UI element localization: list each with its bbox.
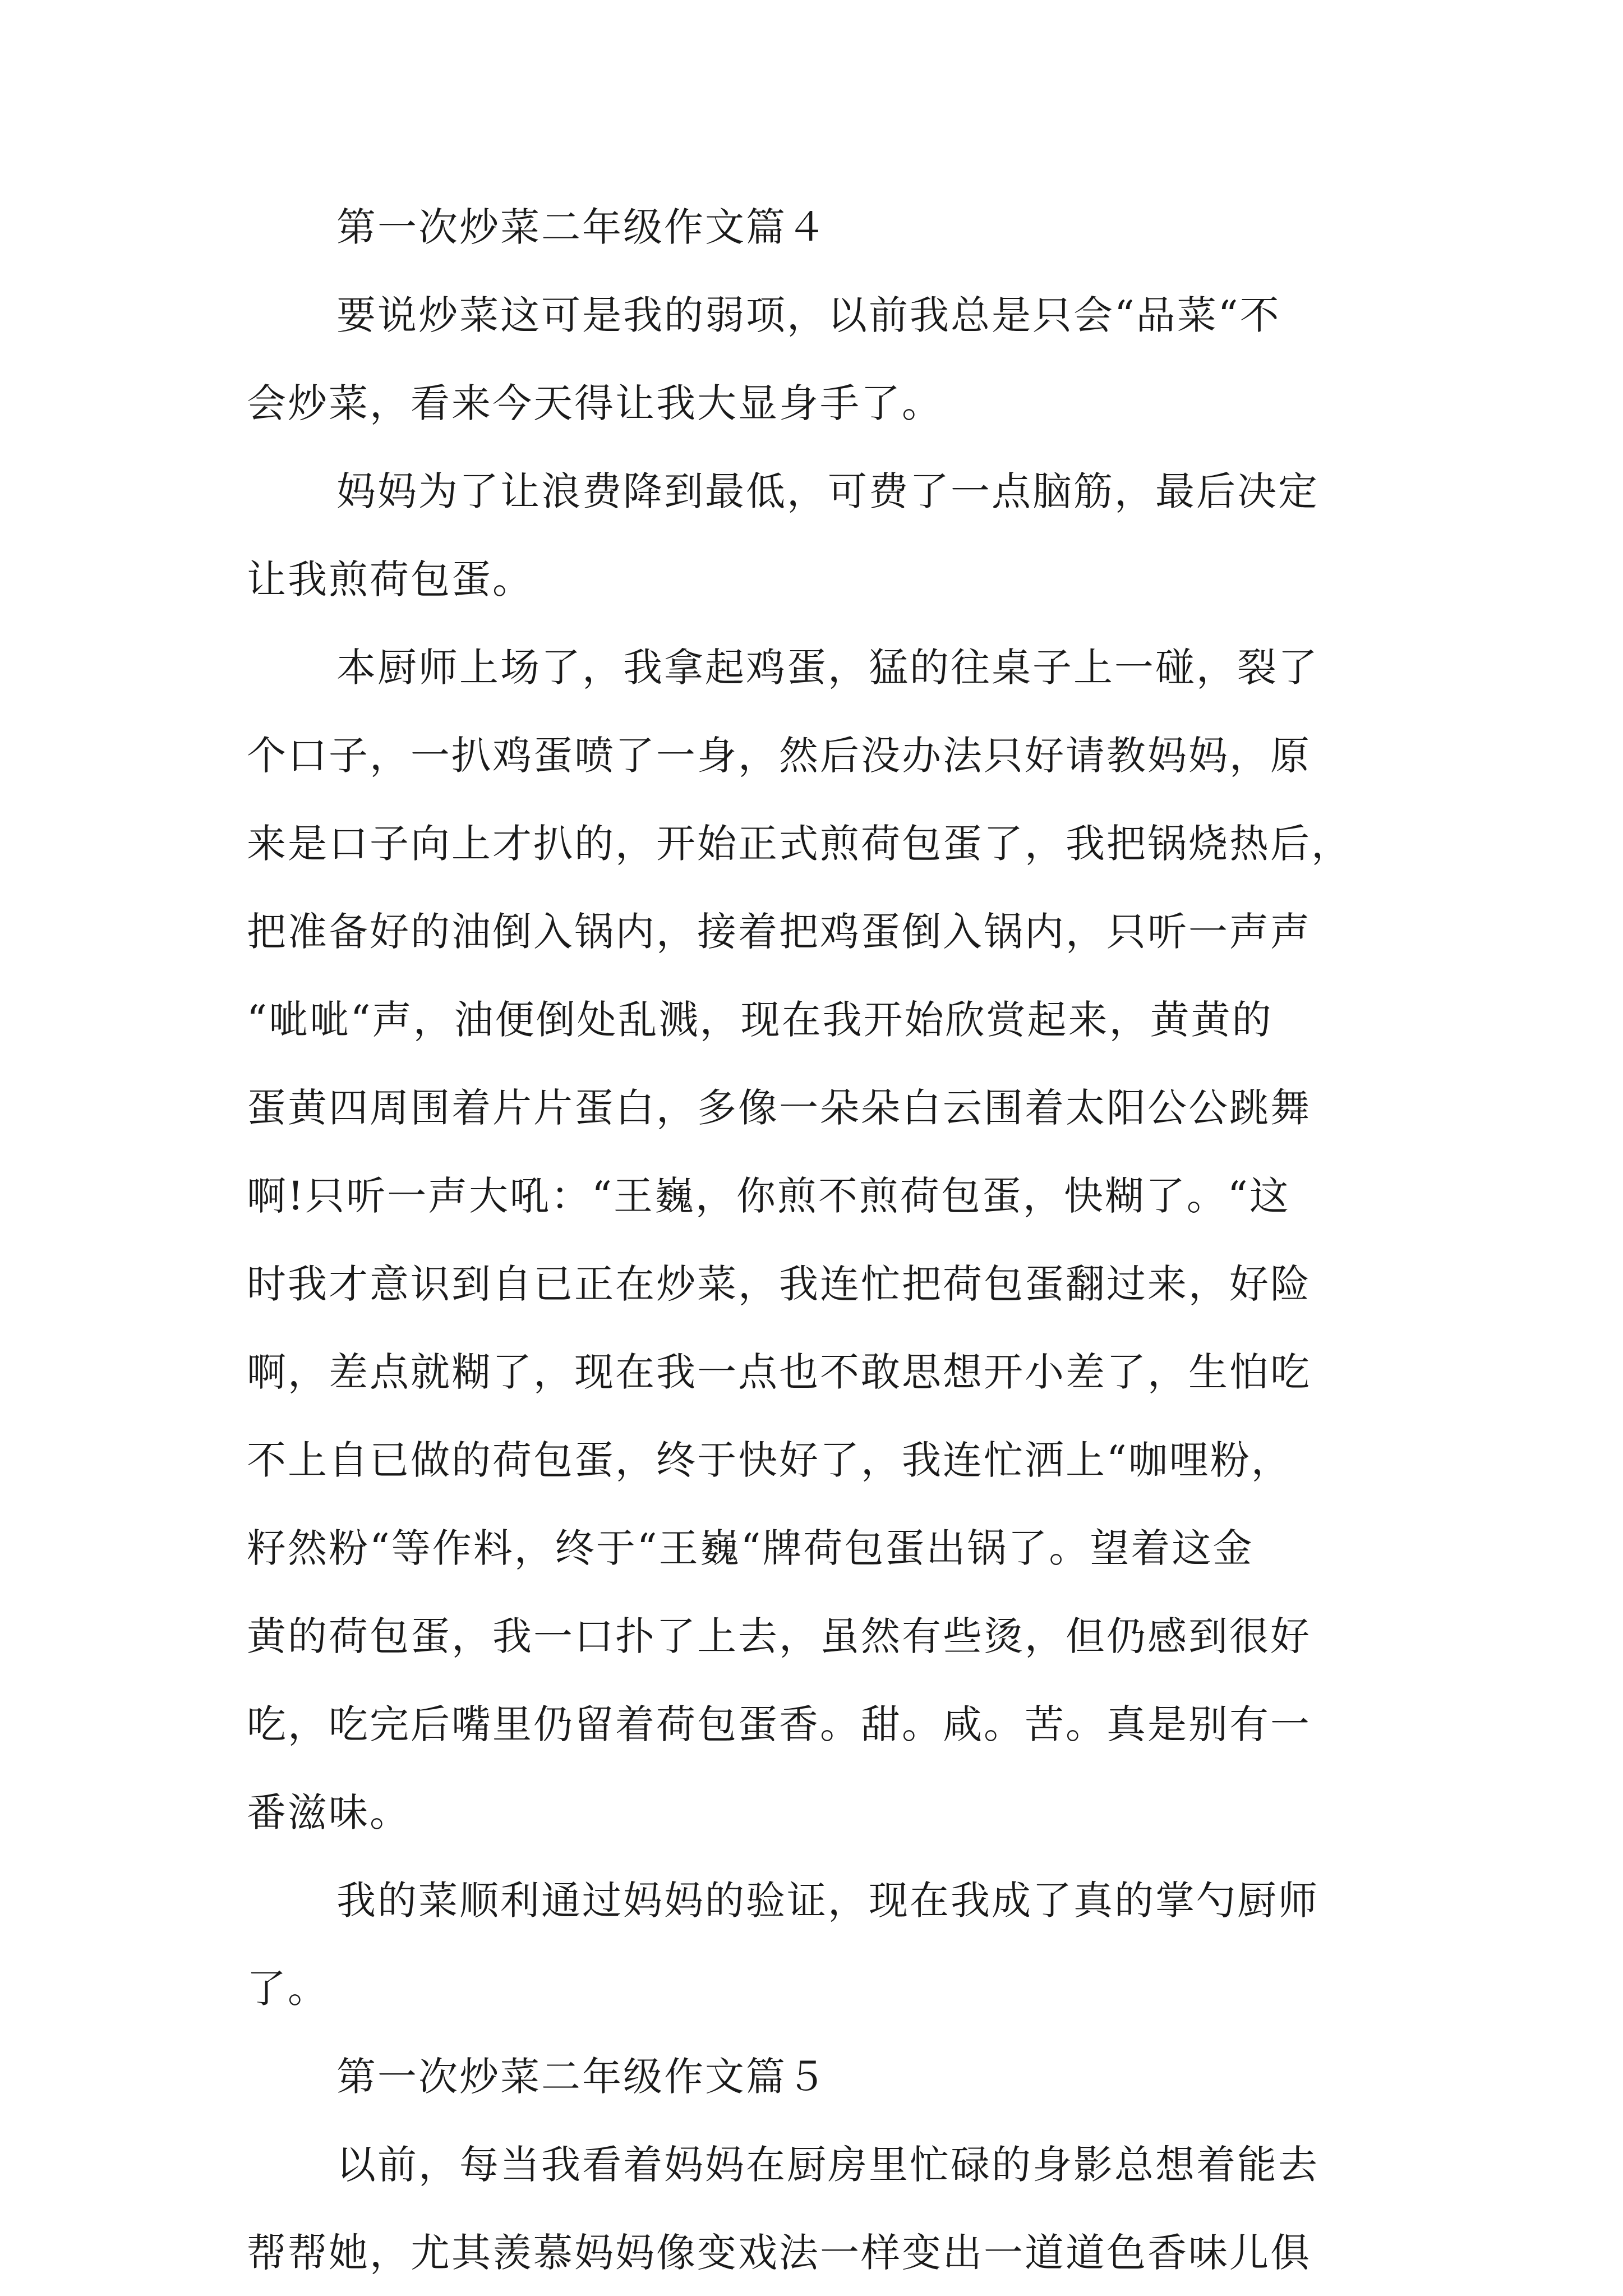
heading-article-5: 第一次炒菜二年级作文篇５ [336,2054,828,2100]
text-line: 要说炒菜这可是我的弱项，以前我总是只会“品菜“不 [336,292,1281,338]
text-line: 妈妈为了让浪费降到最低，可费了一点脑筋，最后决定 [336,468,1319,514]
text-line: “呲呲“声，油便倒处乱溅，现在我开始欣赏起来，黄黄的 [247,997,1273,1043]
text-line: 以前，每当我看着妈妈在厨房里忙碌的身影总想着能去 [336,2142,1319,2188]
text-line: 本厨师上场了，我拿起鸡蛋，猛的往桌子上一碰，裂了 [336,645,1319,691]
text-line: 把准备好的油倒入锅内，接着把鸡蛋倒入锅内，只听一声声 [247,909,1311,955]
text-line: 番滋味。 [247,1789,411,1835]
text-line: 啊!只听一声大吼：“王巍，你煎不煎荷包蛋，快糊了。“这 [247,1173,1290,1219]
text-line: 会炒菜，看来今天得让我大显身手了。 [247,380,943,426]
text-line: 啊，差点就糊了，现在我一点也不敢思想开小差了，生怕吃 [247,1349,1311,1395]
text-line: 蛋黄四周围着片片蛋白，多像一朵朵白云围着太阳公公跳舞 [247,1085,1311,1131]
heading-article-4: 第一次炒菜二年级作文篇４ [336,204,828,250]
text-line: 个口子，一扒鸡蛋喷了一身，然后没办法只好请教妈妈，原 [247,733,1311,779]
text-line: 吃，吃完后嘴里仍留着荷包蛋香。甜。咸。苦。真是别有一 [247,1701,1311,1747]
text-line: 时我才意识到自已正在炒菜，我连忙把荷包蛋翻过来，好险 [247,1261,1311,1307]
text-line: 籽然粉“等作料，终于“王巍“牌荷包蛋出锅了。望着这金 [247,1525,1254,1571]
text-line: 帮帮她，尤其羡慕妈妈像变戏法一样变出一道道色香味儿俱 [247,2230,1311,2276]
text-line: 不上自已做的荷包蛋，终于快好了，我连忙洒上“咖哩粉， [247,1437,1292,1483]
text-line: 我的菜顺利通过妈妈的验证，现在我成了真的掌勺厨师 [336,1878,1319,1924]
text-line: 了。 [247,1966,329,2012]
text-line: 来是口子向上才扒的，开始正式煎荷包蛋了，我把锅烧热后， [247,821,1352,867]
text-line: 让我煎荷包蛋。 [247,556,533,602]
text-line: 黄的荷包蛋，我一口扑了上去，虽然有些烫，但仍感到很好 [247,1613,1311,1659]
